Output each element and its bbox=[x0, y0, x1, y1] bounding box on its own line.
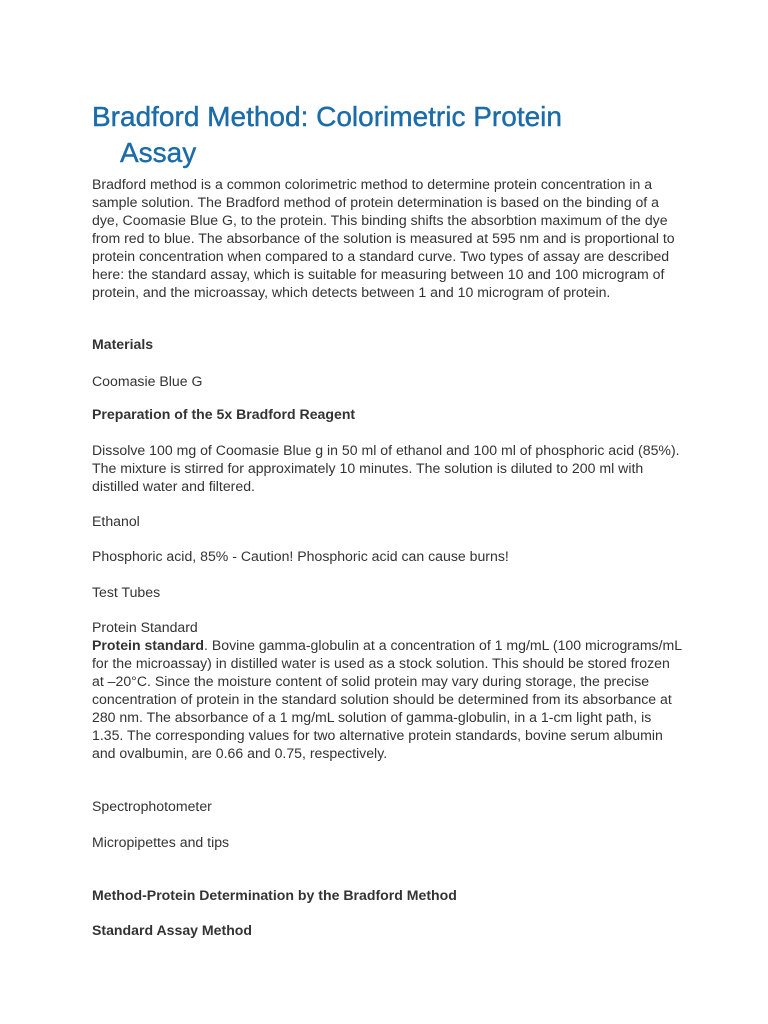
material-test-tubes: Test Tubes bbox=[92, 584, 161, 600]
protein-standard-bold-label: Protein standard bbox=[92, 637, 204, 653]
page-title-line-1: Bradford Method: Colorimetric Protein bbox=[92, 101, 562, 132]
intro-paragraph: Bradford method is a common colorimetric method to determine protein concentration in a sample solution. The Bradford method of protein determination is based on the binding of a dye, Coomasie Blue G, to the protein. This binding shifts the absorbtion maximum of the dye from red to blue. The absorbance of the solution is measured at 595 nm and is proportional to protein concentration when compared to a standard curve. Two types of assay are described here: the standard assay, which is suitable for measuring between 10 and 100 microgram of protein, and the microassay, which detects between 1 and 10 microgram of protein. bbox=[92, 176, 675, 300]
protein-standard-paragraph bbox=[92, 636, 682, 762]
material-ethanol: Ethanol bbox=[92, 513, 140, 529]
materials-heading: Materials bbox=[92, 336, 154, 352]
material-coomasie: Coomasie Blue G bbox=[92, 373, 203, 389]
reagent-heading: Preparation of the 5x Bradford Reagent bbox=[92, 406, 356, 422]
material-protein-standard: Protein Standard bbox=[92, 619, 198, 635]
material-phosphoric-acid: Phosphoric acid, 85% - Caution! Phosphoric acid can cause burns! bbox=[92, 548, 509, 564]
material-micropipettes: Micropipettes and tips bbox=[92, 834, 230, 850]
protein-standard-text: . Bovine gamma-globulin at a concentration of 1 mg/mL (100 micrograms/mL for the microassay) in distilled water is used as a stock solution. This should be stored frozen at –20°C. Since the moisture content of solid protein may vary during storage, the precise concentration of protein in the standard solution should be determined from its absorbance at 280 nm. The absorbance of a 1 mg/mL solution of gamma-globulin, in a 1-cm light path, is 1.35. The corresponding values for two alternative protein standards, bovine serum albumin and ovalbumin, are 0.66 and 0.75, respectively. bbox=[92, 637, 682, 761]
standard-assay-heading: Standard Assay Method bbox=[92, 922, 253, 938]
reagent-paragraph: Dissolve 100 mg of Coomasie Blue g in 50 ml of ethanol and 100 ml of phosphoric acid (85%). The mixture is stirred for approximately 10 minutes. The solution is diluted to 200 ml with distilled water and filtered. bbox=[92, 442, 680, 494]
method-heading: Method-Protein Determination by the Bradford Method bbox=[92, 887, 457, 903]
page-title-line-2: Assay bbox=[120, 137, 197, 168]
page-title bbox=[92, 99, 692, 171]
material-spectrophotometer: Spectrophotometer bbox=[92, 798, 212, 814]
